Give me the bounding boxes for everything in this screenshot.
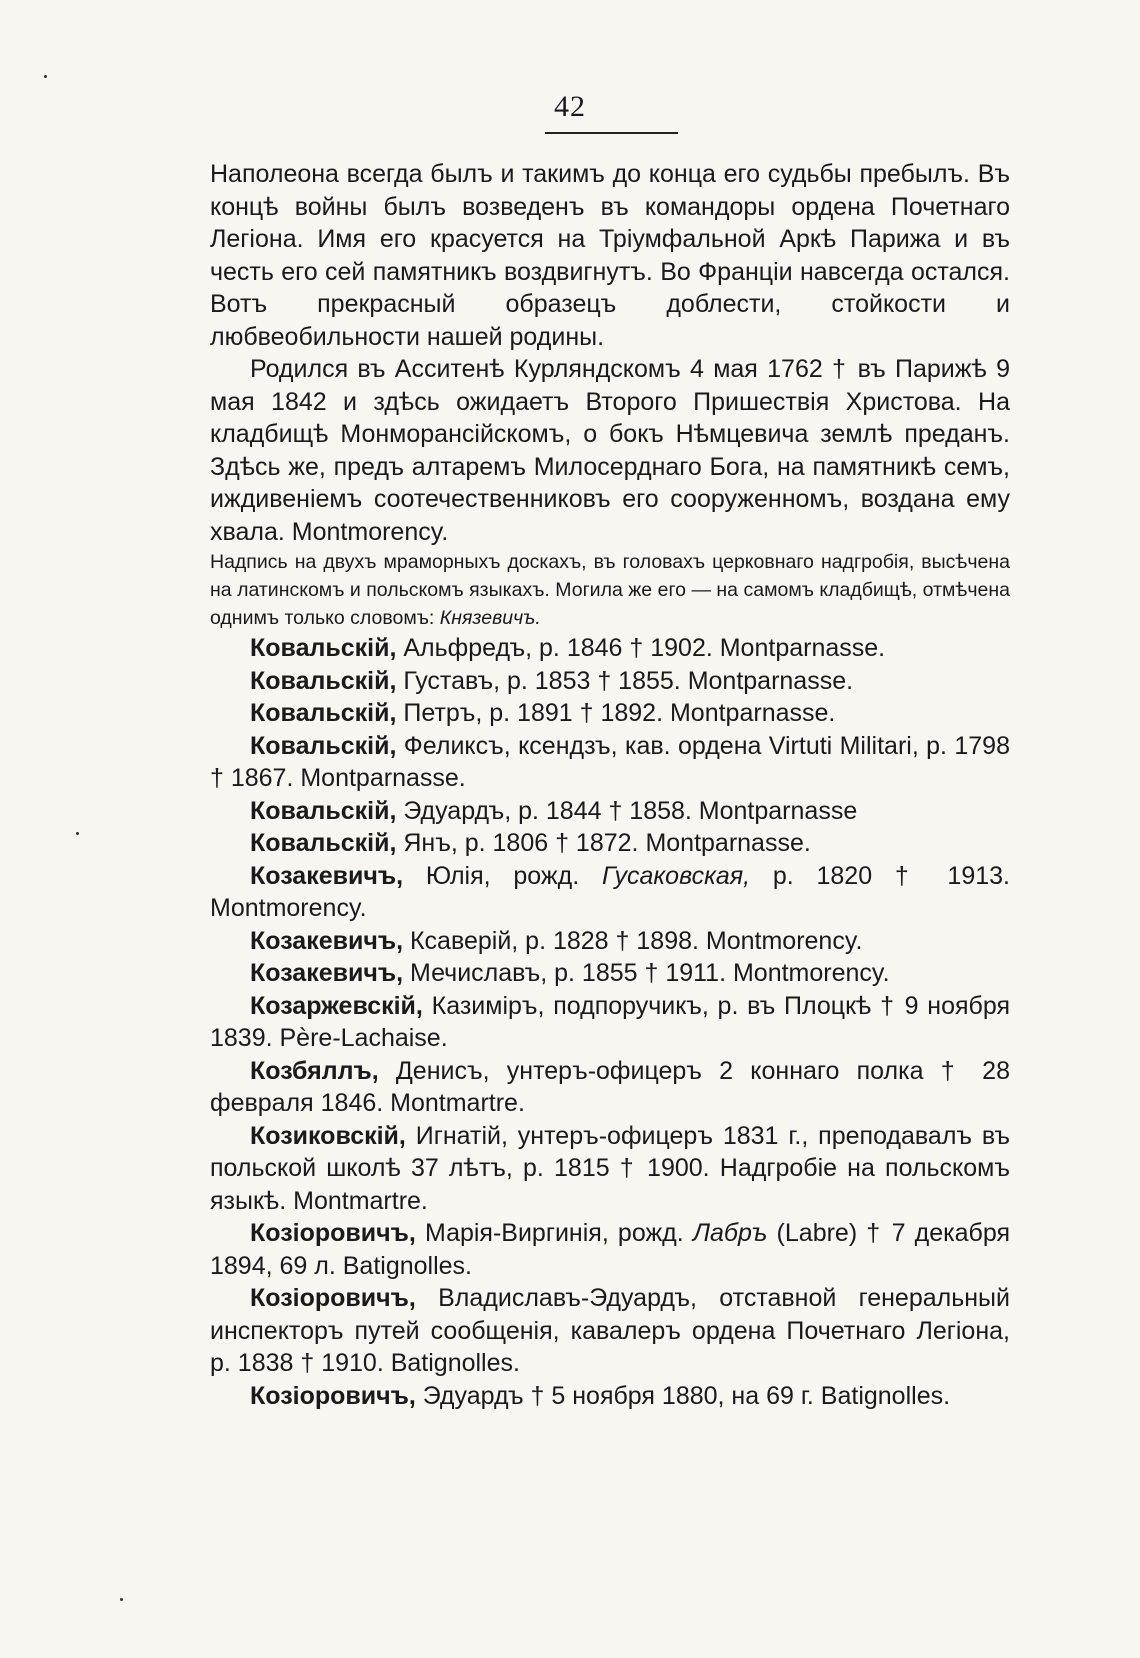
list-item bbox=[210, 1282, 1010, 1380]
footnote-text: Надпись на двухъ мраморныхъ доскахъ, въ головахъ церковнаго надгробiя, высѣчена на латинскомъ и польскомъ языкахъ. Могила же его — на самомъ кладбищѣ, отмѣчена однимъ только словомъ: bbox=[210, 551, 1010, 629]
entry-surname: Ковальскiй, bbox=[250, 829, 397, 857]
footnote bbox=[210, 548, 1010, 632]
entry-text: Альфредъ, р. 1846 † 1902. Montparnasse. bbox=[396, 634, 886, 662]
entry-text: Владиславъ-Эдуардъ, отставной генеральный инспекторъ путей сообщенiя, кавалеръ ордена Почетнаго Легiона, р. 1838 † 1910. Batignolles. bbox=[210, 1284, 1010, 1377]
entry-italic: Гусаковская, bbox=[601, 861, 751, 890]
scan-speck bbox=[44, 75, 47, 78]
entry-text: Эдуардъ † 5 ноября 1880, на 69 г. Batignolles. bbox=[415, 1381, 951, 1410]
entry-surname: Козаржевскiй, bbox=[250, 991, 423, 1020]
list-item bbox=[210, 665, 1010, 698]
entry-surname: Ковальскiй, bbox=[250, 731, 397, 760]
epitaph-paragraph: Родился въ Асситенѣ Курляндскомъ 4 мая 1762 † въ Парижѣ 9 мая 1842 и здѣсь ожидаетъ Второго Пришествiя Христова. На кладбищѣ Монморансiйскомъ, о бокъ Нѣмцевича землѣ преданъ. Здѣсь же, предъ алтаремъ Милосерднаго Бога, на памятникѣ семъ, иждивенiемъ соотечественниковъ его сооруженномъ, воздана ему хвала. Montmorency. bbox=[210, 355, 1010, 546]
entry-text: Ксаверiй, р. 1828 † 1898. Montmorency. bbox=[403, 926, 863, 955]
list-item bbox=[210, 1120, 1010, 1218]
entry-text-continued: (Labre) † 7 декабря 1894, 69 л. Batignolles. bbox=[210, 1219, 1010, 1280]
entry-surname: Козакевичъ, bbox=[250, 926, 404, 955]
entry-text: Эдуардъ, р. 1844 † 1858. Montparnasse bbox=[396, 796, 858, 825]
footnote-italic: Князевичъ. bbox=[439, 607, 541, 629]
entry-text: Казимiръ, подпоручикъ, р. въ Плоцкѣ † 9 ноября 1839. Père-Lachaise. bbox=[210, 991, 1010, 1052]
entry-text: Петръ, р. 1891 † 1892. Montparnasse. bbox=[396, 699, 836, 727]
entry-text: Феликсъ, ксендзъ, кав. ордена Virtuti Militari, р. 1798 † 1867. Montparnasse. bbox=[210, 731, 1010, 792]
list-item bbox=[210, 697, 1010, 730]
list-item bbox=[210, 730, 1010, 795]
page-number-rule bbox=[545, 132, 678, 134]
list-item bbox=[210, 1380, 1010, 1413]
list-item bbox=[210, 925, 1010, 958]
entry-text: Мечиславъ, р. 1855 † 1911. Montmorency. bbox=[403, 959, 890, 987]
entry-surname: Козакевичъ, bbox=[250, 861, 404, 890]
entry-surname: Козбяллъ, bbox=[250, 1056, 379, 1085]
entry-surname: Козiоровичъ, bbox=[250, 1219, 416, 1247]
list-item bbox=[210, 990, 1010, 1055]
entry-text: Марiя-Виргинiя, рожд. bbox=[415, 1219, 693, 1247]
entry-italic: Лабръ bbox=[692, 1219, 768, 1247]
entry-surname: Ковальскiй, bbox=[250, 666, 397, 695]
list-item bbox=[210, 795, 1010, 828]
entry-surname: Козiоровичъ, bbox=[250, 1284, 416, 1312]
intro-paragraph: Наполеона всегда былъ и такимъ до конца его судьбы пребылъ. Въ концѣ войны былъ возведенъ въ командоры ордена Почетнаго Легiона. Имя его красуется на Трiумфальной Аркѣ Парижа и въ честь его сей памятникъ воздвигнутъ. Во Францiи навсегда остался. Вотъ прекрасный образецъ доблести, стойкости и любвеобильности нашей родины. bbox=[210, 160, 1010, 351]
list-item bbox=[210, 1217, 1010, 1282]
entry-text: Густавъ, р. 1853 † 1855. Montparnasse. bbox=[396, 666, 854, 695]
list-item bbox=[210, 632, 1010, 665]
entry-surname: Козиковскiй, bbox=[250, 1121, 406, 1150]
list-item bbox=[210, 1055, 1010, 1120]
scan-speck bbox=[76, 832, 79, 835]
list-item bbox=[210, 860, 1010, 925]
entry-text: Юлiя, рожд. bbox=[403, 861, 602, 890]
entry-text-continued: р. 1820 † 1913. Montmorency. bbox=[210, 861, 1010, 922]
entry-surname: Козiоровичъ, bbox=[250, 1381, 416, 1410]
entry-text: Денисъ, унтеръ-офицеръ 2 коннаго полка † 28 февраля 1846. Montmartre. bbox=[210, 1056, 1010, 1117]
entry-text: Игнатiй, унтеръ-офицеръ 1831 г., преподавалъ въ польской школѣ 37 лѣтъ, р. 1815 † 1900. Надгробiе на польскомъ языкѣ. Montmartre. bbox=[210, 1121, 1010, 1215]
entry-list bbox=[210, 632, 1010, 1412]
entry-text: Янъ, р. 1806 † 1872. Montparnasse. bbox=[396, 829, 811, 857]
page-number: 42 bbox=[554, 90, 586, 123]
scan-speck bbox=[120, 1598, 123, 1601]
entry-surname: Ковальскiй, bbox=[250, 699, 397, 727]
entry-surname: Ковальскiй, bbox=[250, 634, 397, 662]
entry-surname: Ковальскiй, bbox=[250, 796, 397, 825]
page-body bbox=[210, 158, 1010, 1412]
list-item bbox=[210, 957, 1010, 990]
list-item bbox=[210, 827, 1010, 860]
entry-surname: Козакевичъ, bbox=[250, 959, 404, 987]
